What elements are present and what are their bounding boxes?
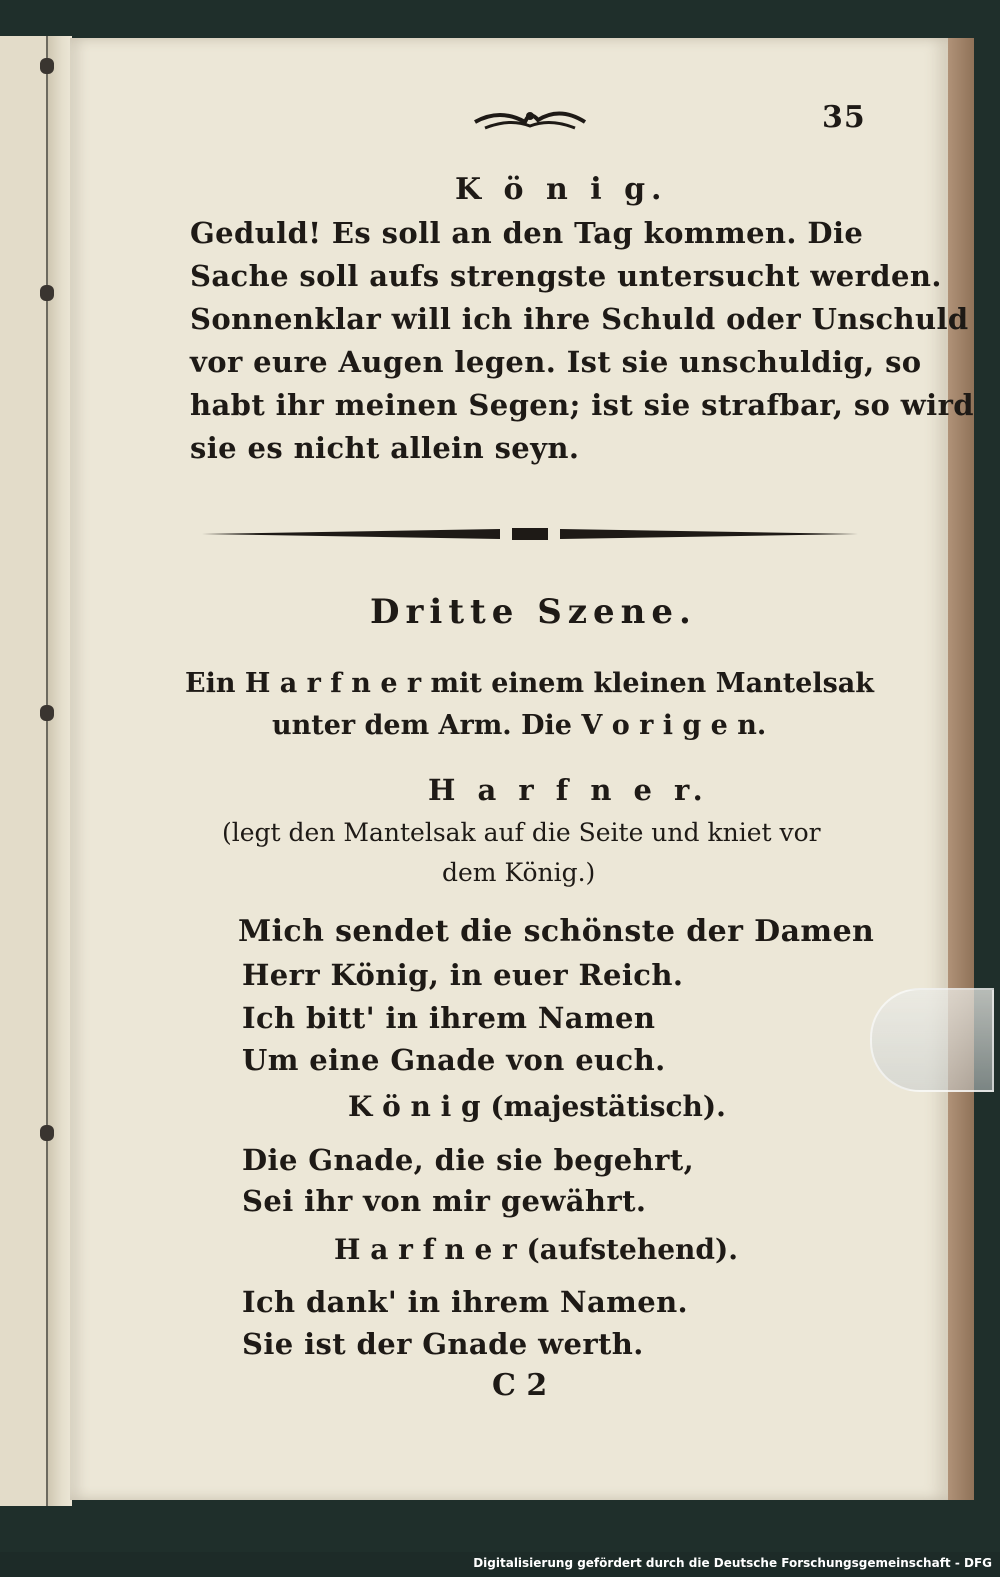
prose-line: Geduld! Es soll an den Tag kommen. Die — [190, 216, 864, 250]
page-number: 35 — [822, 100, 866, 135]
verse-line: Die Gnade, die sie begehrt, — [242, 1143, 695, 1177]
stage-direction: dem König.) — [442, 858, 596, 887]
speaker-heading: K ö n i g (majestätisch). — [348, 1090, 726, 1123]
prose-line: vor eure Augen legen. Ist sie unschuldig, so — [190, 345, 922, 379]
prose-line: habt ihr meinen Segen; ist sie strafbar, so wird — [190, 388, 974, 422]
left-page-edge — [0, 36, 49, 1506]
binding-stitch — [40, 285, 54, 301]
page-edge — [948, 38, 974, 1500]
page-clip — [870, 988, 994, 1092]
verse-line: Ich dank' in ihrem Namen. — [242, 1285, 689, 1319]
book-page — [70, 38, 948, 1500]
verse-line: Ich bitt' in ihrem Namen — [242, 1001, 656, 1035]
stage-direction: Ein H a r f n e r mit einem kleinen Mantelsak — [185, 668, 875, 699]
verse-line: Sei ihr von mir gewährt. — [242, 1184, 647, 1218]
binding-stitch — [40, 705, 54, 721]
signature-mark: C 2 — [492, 1368, 548, 1403]
binding-stitch — [40, 1125, 54, 1141]
verse-line: Um eine Gnade von euch. — [242, 1043, 666, 1077]
scene-title: Dritte Szene. — [370, 592, 697, 632]
section-divider — [200, 520, 860, 548]
speaker-heading: K ö n i g. — [455, 172, 668, 207]
prose-line: Sache soll aufs strengste untersucht werden. — [190, 259, 942, 293]
verse-line: Mich sendet die schönste der Damen — [238, 914, 875, 949]
verse-line: Sie ist der Gnade werth. — [242, 1327, 644, 1361]
verse-line: Herr König, in euer Reich. — [242, 958, 684, 992]
prose-line: Sonnenklar will ich ihre Schuld oder Unschuld — [190, 302, 969, 336]
prose-line: sie es nicht allein seyn. — [190, 431, 580, 465]
digitization-credit: Digitalisierung gefördert durch die Deutsche Forschungsgemeinschaft - DFG — [473, 1556, 992, 1570]
speaker-heading: H a r f n e r. — [428, 773, 709, 807]
book-spine — [48, 36, 72, 1506]
ornament-icon — [470, 100, 590, 140]
stage-direction: unter dem Arm. Die V o r i g e n. — [272, 710, 767, 741]
binding-stitch — [40, 58, 54, 74]
speaker-heading: H a r f n e r (aufstehend). — [334, 1233, 738, 1266]
stage-direction: (legt den Mantelsak auf die Seite und kniet vor — [222, 818, 821, 847]
